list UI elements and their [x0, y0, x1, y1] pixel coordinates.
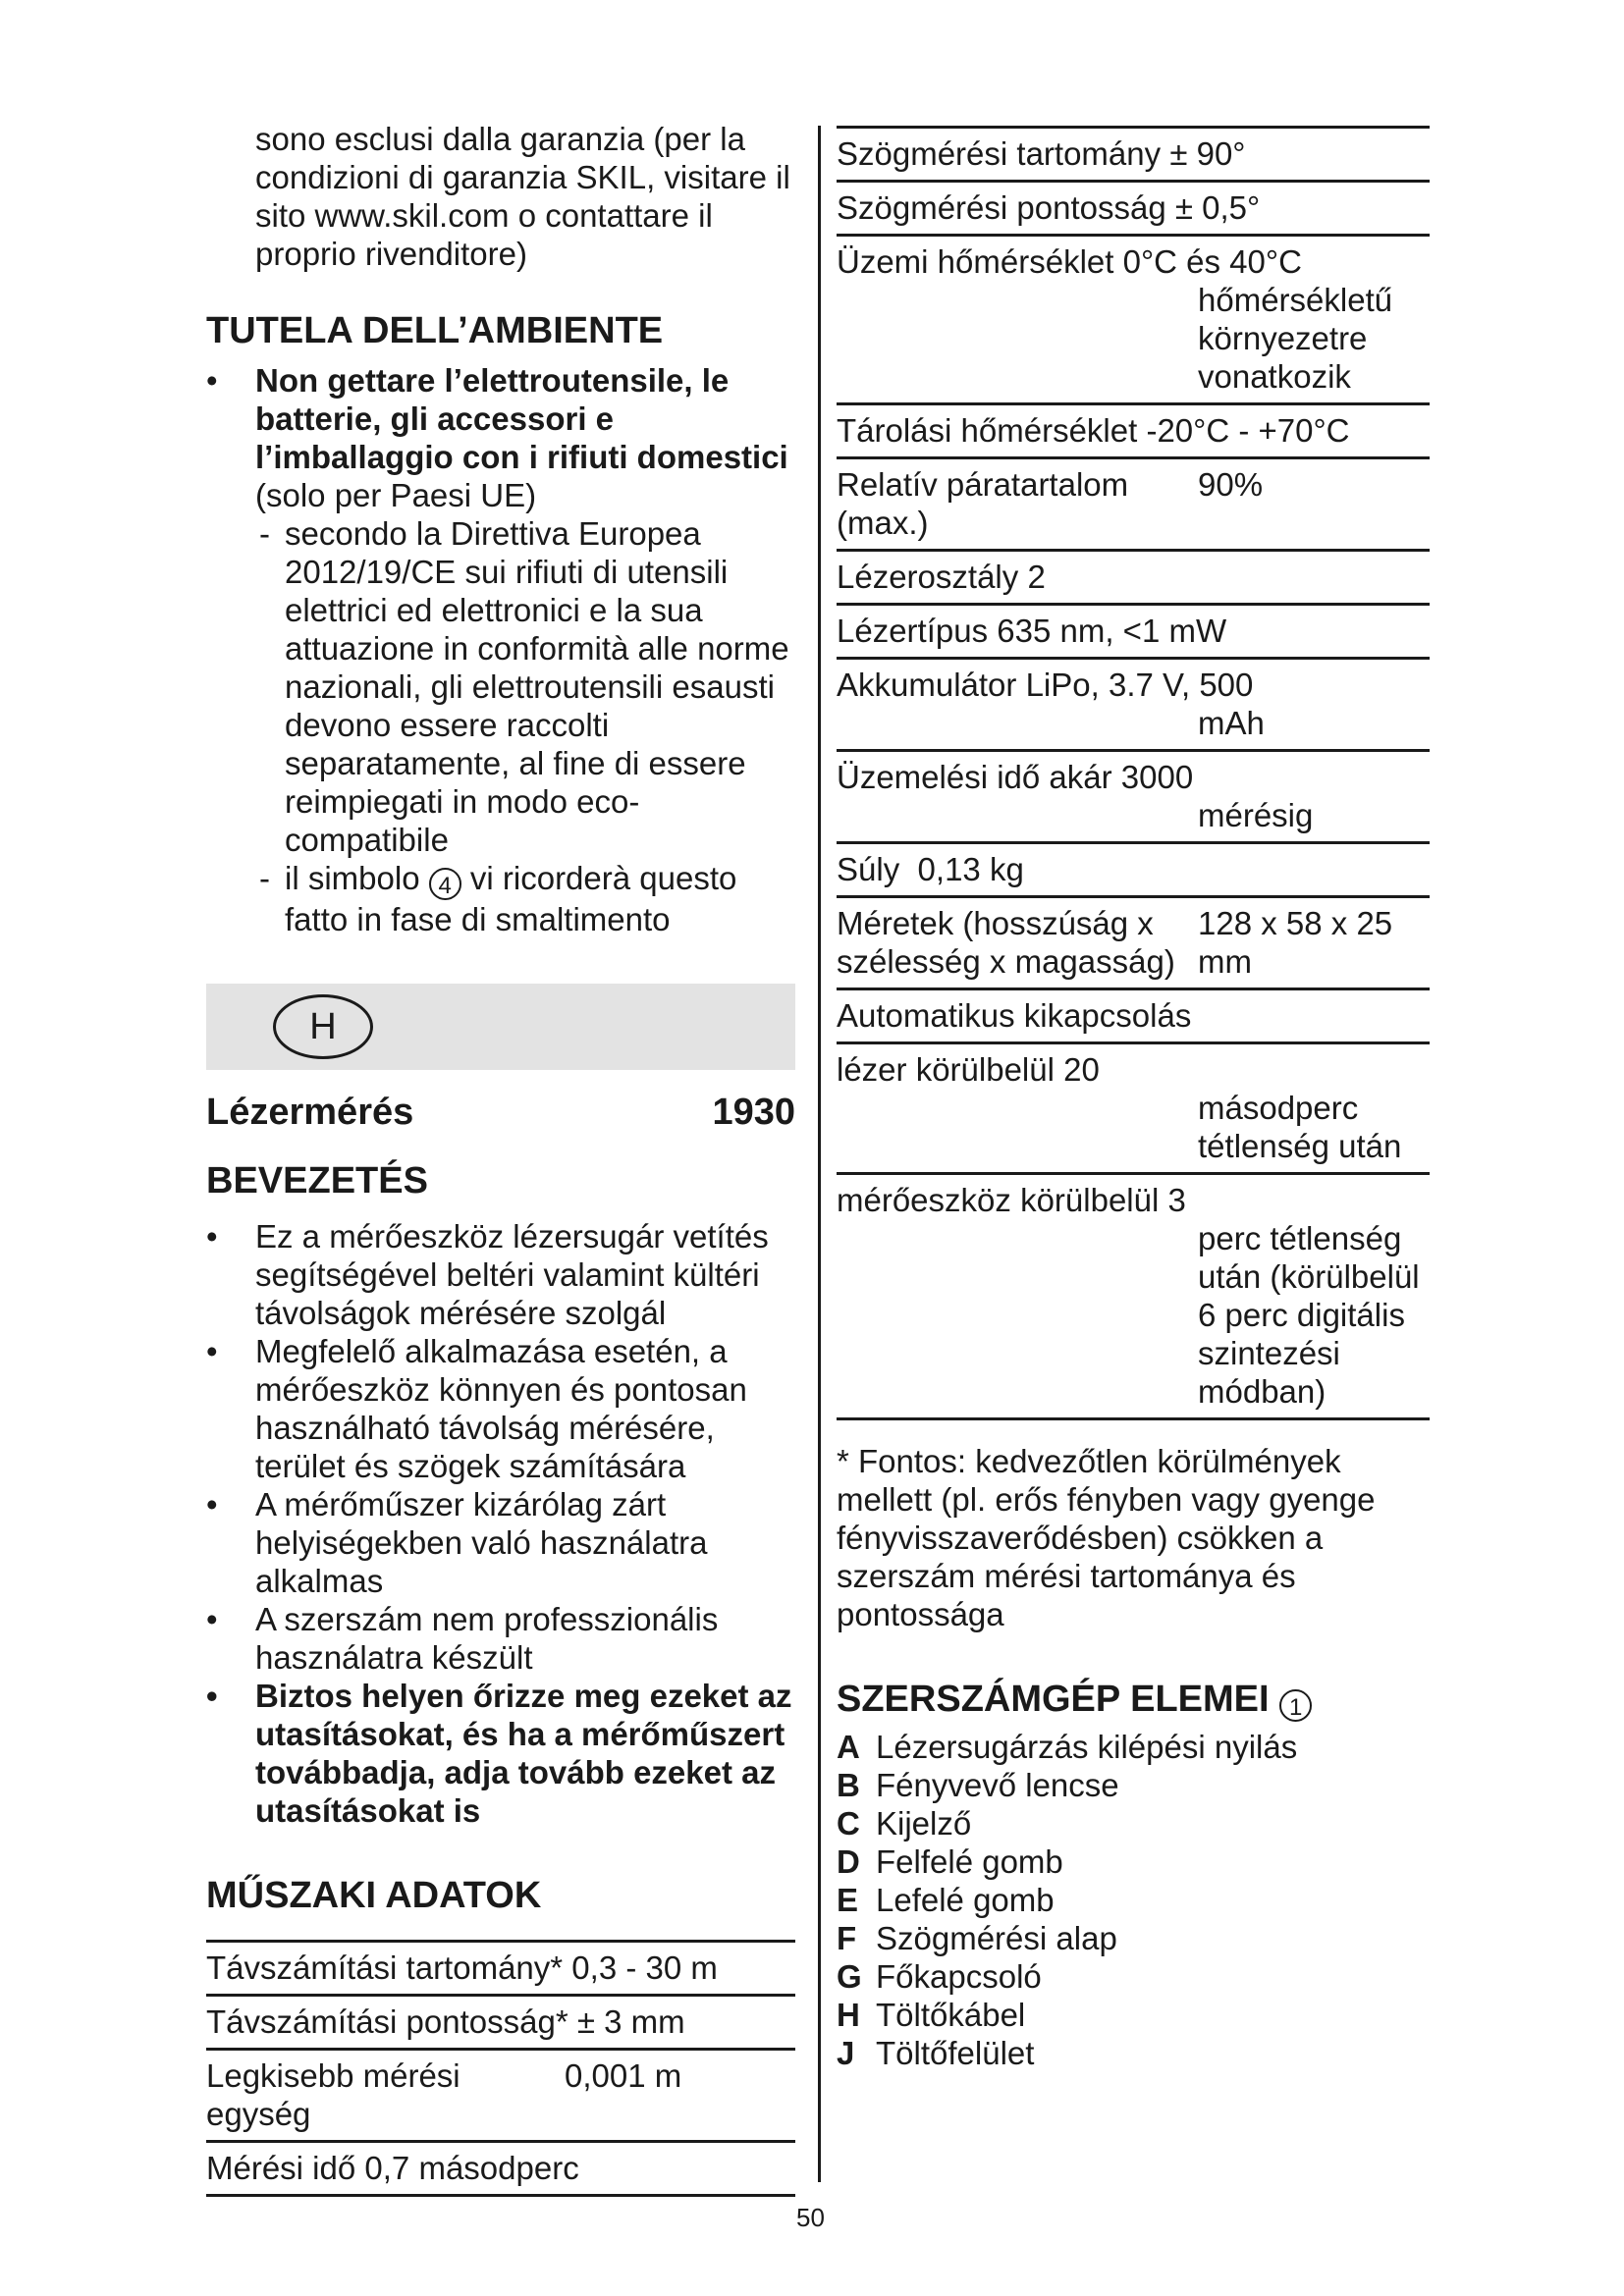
- tech-data-heading: MŰSZAKI ADATOK: [206, 1875, 542, 1916]
- elements-heading: [837, 1677, 1430, 1722]
- figure-1-icon: 1: [1279, 1689, 1312, 1722]
- footnote: * Fontos: kedvezőtlen körülmények mellett (pl. erős fényben vagy gyenge fényvisszaverődésben) csökken a szerszám mérési tartománya és pontossága: [837, 1443, 1376, 1632]
- environment-dash-2-pre: il simbolo: [285, 860, 420, 896]
- right-column: [837, 126, 1430, 2072]
- list-item: G Főkapcsoló: [837, 1958, 1042, 1995]
- environment-heading: TUTELA DELL’AMBIENTE: [206, 310, 664, 351]
- intro-bullet-2: • Megfelelő alkalmazása esetén, a mérőeszköz könnyen és pontosan használható távolság mérésére, terület és szögek számítására: [206, 1332, 795, 1485]
- list-item: E Lefelé gomb: [837, 1882, 1055, 1918]
- spec-row: Akkumulátor LiPo, 3.7 V, 500 mAh: [837, 660, 1430, 752]
- tech-spec-table: [206, 1940, 795, 2197]
- spec-row: Lézerosztály 2: [837, 552, 1430, 606]
- spec-row: Legkisebb mérési egység 0,001 m: [206, 2051, 795, 2143]
- spec-row: Szögmérési pontosság ± 0,5°: [837, 183, 1430, 237]
- environment-dash-1: [259, 514, 795, 859]
- list-item: C Kijelző: [837, 1805, 972, 1842]
- list-item: B Fényvevő lencse: [837, 1767, 1119, 1803]
- environment-bullet-bold: Non gettare l’elettroutensile, le batterie, gli accessori e l’imballaggio con i rifiuti domestici: [255, 362, 788, 475]
- spec-row: Távszámítási pontosság* ± 3 mm: [206, 1997, 795, 2051]
- spec-row: lézer körülbelül 20 másodperc tétlenség után: [837, 1044, 1430, 1175]
- spec-row: mérőeszköz körülbelül 3 perc tétlenség után (körülbelül 6 perc digitális szintezési módban): [837, 1175, 1430, 1420]
- list-item: H Töltőkábel: [837, 1997, 1026, 2033]
- elements-heading-text: SZERSZÁMGÉP ELEMEI: [837, 1679, 1270, 1720]
- spec-row: Lézertípus 635 nm, <1 mW: [837, 606, 1430, 660]
- environment-bullet-normal: (solo per Paesi UE): [255, 477, 537, 513]
- elements-list: [837, 1728, 1430, 2072]
- spec-row: Üzemelési idő akár 3000 mérésig: [837, 752, 1430, 844]
- spec-row: Mérési idő 0,7 másodperc: [206, 2143, 795, 2197]
- environment-bullet: [206, 361, 795, 938]
- page-number: 50: [796, 2203, 825, 2232]
- list-item: A Lézersugárzás kilépési nyilás: [837, 1729, 1298, 1765]
- language-badge: H: [273, 994, 373, 1059]
- spec-row: Relatív páratartalom (max.) 90%: [837, 459, 1430, 552]
- environment-dash-2: [259, 859, 795, 938]
- intro-heading: BEVEZETÉS: [206, 1160, 428, 1201]
- spec-row: Automatikus kikapcsolás: [837, 990, 1430, 1044]
- intro-bullet-3: • A mérőműszer kizárólag zárt helyiségekben való használatra alkalmas: [206, 1485, 795, 1600]
- language-section-banner: [206, 984, 795, 1070]
- environment-dash-2-post: vi ricorderà questo fatto in fase di smaltimento: [285, 860, 737, 937]
- spec-table-continued: [837, 126, 1430, 1420]
- spec-row: Súly 0,13 kg: [837, 844, 1430, 898]
- list-item: J Töltőfelület: [837, 2035, 1035, 2071]
- product-name: Lézermérés: [206, 1092, 414, 1133]
- intro-bullet-4: • A szerszám nem professzionális használatra készült: [206, 1600, 795, 1677]
- environment-dash-1-text: secondo la Direttiva Europea 2012/19/CE sui rifiuti di utensili elettrici ed elettronici e la sua attuazione in conformità alle norme nazionali, gli elettroutensili esausti devono essere raccolti separatamente, al fine di essere reimpiegati in modo eco-compatibile: [285, 515, 789, 858]
- spec-row: Szögmérési tartomány ± 90°: [837, 129, 1430, 183]
- symbol-4-icon: 4: [429, 868, 461, 900]
- spec-row: Üzemi hőmérséklet 0°C és 40°C hőmérsékletű környezetre vonatkozik: [837, 237, 1430, 405]
- spec-row: Tárolási hőmérséklet -20°C - +70°C: [837, 405, 1430, 459]
- column-divider: [818, 126, 821, 2182]
- product-title-row: [206, 1090, 795, 1135]
- intro-bullet-bold: • Biztos helyen őrizze meg ezeket az utasításokat, és ha a mérőműszert továbbadja, adja tovább ezeket az utasításokat is: [206, 1677, 795, 1830]
- spec-row: Távszámítási tartomány* 0,3 - 30 m: [206, 1943, 795, 1997]
- left-column: [206, 120, 795, 2197]
- product-number: 1930: [712, 1092, 795, 1133]
- spec-row: Méretek (hosszúság x szélesség x magasság) 128 x 58 x 25 mm: [837, 898, 1430, 990]
- intro-bullet-1: • Ez a mérőeszköz lézersugár vetítés segítségével beltéri valamint kültéri távolságok mérésére szolgál: [206, 1217, 795, 1332]
- list-item: F Szögmérési alap: [837, 1920, 1117, 1956]
- list-item: D Felfelé gomb: [837, 1843, 1063, 1880]
- warranty-text: sono esclusi dalla garanzia (per la condizioni di garanzia SKIL, visitare il sito www.skil.com o contattare il proprio rivenditore): [255, 121, 790, 272]
